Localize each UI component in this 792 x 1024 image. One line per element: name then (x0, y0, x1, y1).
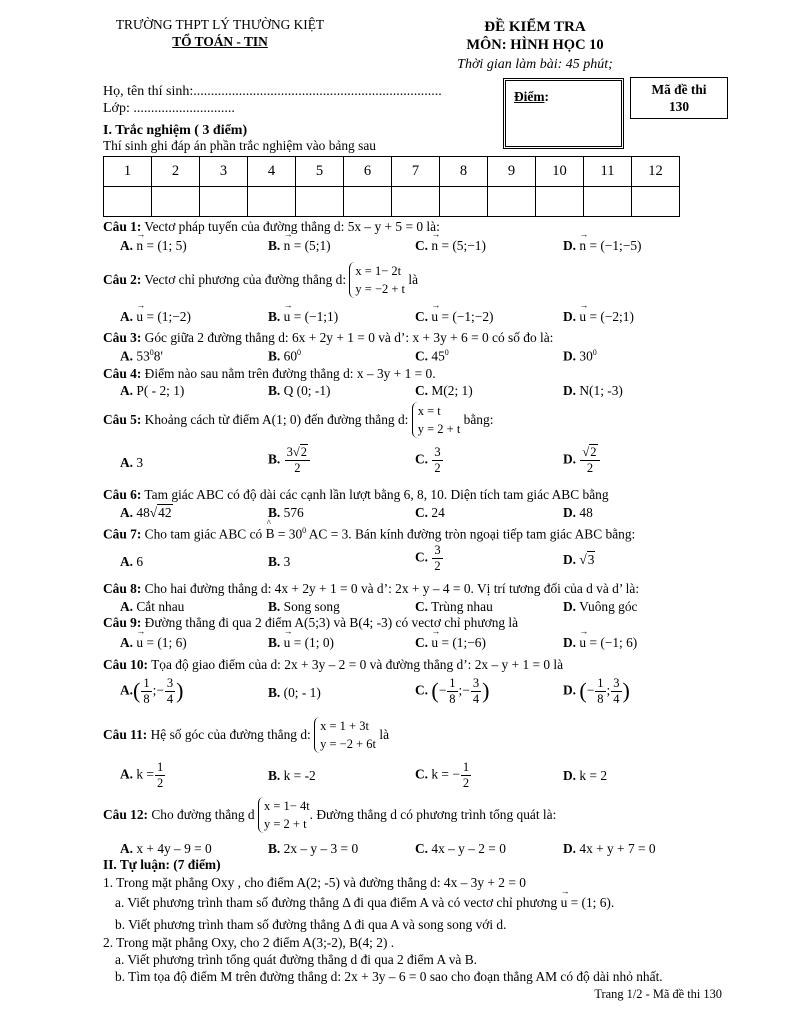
q11-option-d[interactable]: D. k = 2 (563, 768, 608, 783)
answer-cell-4[interactable] (248, 187, 296, 217)
q5-option-a[interactable]: A. 3 (120, 455, 144, 470)
q7-option-a[interactable]: A. 6 (120, 554, 144, 569)
q10-option-b[interactable]: B. (0; - 1) (268, 685, 321, 700)
q3-option-c[interactable]: C. $45^0$ (415, 348, 449, 364)
question-1: Câu 1: Vectơ pháp tuyến của đường thẳng d: 5x – y + 5 = 0 là: (103, 219, 440, 234)
q9-option-b[interactable]: B. → u = (1; 0) (268, 636, 334, 651)
q8-option-a[interactable]: A. Cắt nhau (120, 599, 185, 614)
answer-cell-3[interactable] (200, 187, 248, 217)
answer-col-5: 5 (296, 157, 344, 187)
exam-code-box (630, 77, 728, 119)
answer-cell-10[interactable] (536, 187, 584, 217)
q7-option-c[interactable]: C. $\frac{3}{2}$ (415, 543, 441, 573)
q8-option-b[interactable]: B. Song song (268, 599, 340, 614)
part2-problem-2a: a. Viết phương trình tổng quát đường thẳng d đi qua 2 điểm A và B. (115, 952, 477, 967)
answer-cell-11[interactable] (584, 187, 632, 217)
score-box[interactable] (503, 78, 624, 149)
answer-table-header-row (104, 157, 680, 187)
answer-col-1: 1 (104, 157, 152, 187)
q1-option-a[interactable]: A. → n = (1; 5) (120, 239, 187, 254)
answer-cell-7[interactable] (392, 187, 440, 217)
q7-option-d[interactable]: D. √3 (563, 552, 595, 567)
student-class-field[interactable]: Lớp: ............................. (103, 101, 235, 116)
question-4: Câu 4: Điểm nào sau nằm trên đường thẳng d: x – 3y + 1 = 0. (103, 366, 436, 381)
question-3: Câu 3: Góc giữa 2 đường thẳng d: 6x + 2y + 1 = 0 và d’: x + 3y + 6 = 0 có số đo là: (103, 330, 554, 345)
q10-option-a[interactable]: A.( $\frac{1}{8}$ ;− $\frac{3}{4}$ ) (120, 676, 184, 706)
question-6: Câu 6: Tam giác ABC có độ dài các cạnh lần lượt bằng 6, 8, 10. Diện tích tam giác ABC bằng (103, 487, 609, 502)
score-label: Điểm: (514, 89, 549, 104)
question-10: Câu 10: Tọa độ giao điểm của d: 2x + 3y – 2 = 0 và đường thẳng d’: 2x – y + 1 = 0 là (103, 657, 564, 672)
q6-option-b[interactable]: B. 576 (268, 505, 304, 520)
q5-system: x = t y = 2 + t (412, 402, 461, 438)
answer-table-input-row[interactable] (104, 187, 680, 217)
q9-option-c[interactable]: C. → u = (1;−6) (415, 636, 486, 651)
answer-col-6: 6 (344, 157, 392, 187)
answer-col-12: 12 (632, 157, 680, 187)
answer-col-10: 10 (536, 157, 584, 187)
part2-problem-1b: b. Viết phương trình tham số đường thẳng Δ đi qua A và song song với d. (115, 917, 507, 932)
school-name: TRƯỜNG THPT LÝ THƯỜNG KIỆT (115, 17, 325, 32)
answer-col-9: 9 (488, 157, 536, 187)
q1-option-b[interactable]: B. → n = (5;1) (268, 239, 331, 254)
exam-code-label: Mã đề thi (651, 82, 707, 97)
q10-option-c[interactable]: C. (− $\frac{1}{8}$ ;− $\frac{3}{4}$ ) (415, 676, 490, 706)
answer-col-3: 3 (200, 157, 248, 187)
answer-col-11: 11 (584, 157, 632, 187)
q4-option-c[interactable]: C. M(2; 1) (415, 383, 473, 398)
q6-option-a[interactable]: A. 48√42 (120, 505, 172, 520)
q2-option-c[interactable]: C. → u = (−1;−2) (415, 310, 493, 325)
answer-cell-9[interactable] (488, 187, 536, 217)
q12-option-b[interactable]: B. 2x – y – 3 = 0 (268, 841, 359, 856)
exam-duration: Thời gian làm bài: 45 phút; (457, 57, 613, 72)
q2-system: x = 1− 2t y = −2 + t (349, 262, 405, 298)
question-11: Câu 11: Hệ số góc của đường thẳng d: x = 1 + 3t y = −2 + 6t là (103, 717, 389, 753)
question-12: Câu 12: Cho đường thẳng d x = 1− 4t y = 2 + t . Đường thẳng d có phương trình tổng quát là: (103, 797, 556, 833)
answer-table (103, 156, 680, 217)
answer-col-4: 4 (248, 157, 296, 187)
part2-problem-1a: a. Viết phương trình tham số đường thẳng Δ đi qua điểm A và có vectơ chỉ phương → u = (1; 6). (115, 896, 614, 911)
q7-option-b[interactable]: B. 3 (268, 554, 291, 569)
q11-option-b[interactable]: B. k = -2 (268, 768, 316, 783)
q12-system: x = 1− 4t y = 2 + t (258, 797, 310, 833)
exam-subject: MÔN: HÌNH HỌC 10 (466, 37, 604, 53)
q5-option-d[interactable]: D. $\frac{√2}{2}$ (563, 446, 601, 474)
q4-option-d[interactable]: D. N(1; -3) (563, 383, 623, 398)
q3-option-b[interactable]: B. $60^0$ (268, 348, 302, 364)
answer-cell-8[interactable] (440, 187, 488, 217)
q12-option-c[interactable]: C. 4x – y – 2 = 0 (415, 841, 506, 856)
answer-col-2: 2 (152, 157, 200, 187)
answer-col-8: 8 (440, 157, 488, 187)
part2-problem-1: 1. Trong mặt phẳng Oxy , cho điểm A(2; -5) và đường thẳng d: 4x – 3y + 2 = 0 (103, 875, 526, 890)
answer-cell-5[interactable] (296, 187, 344, 217)
q5-option-c[interactable]: C. $\frac{3}{2}$ (415, 445, 441, 475)
q8-option-c[interactable]: C. Trùng nhau (415, 599, 493, 614)
q12-option-a[interactable]: A. x + 4y – 9 = 0 (120, 841, 212, 856)
q10-option-d[interactable]: D. (− $\frac{1}{8}$ ; $\frac{3}{4}$ ) (563, 676, 630, 706)
question-8: Câu 8: Cho hai đường thẳng d: 4x + 2y + 1 = 0 và d’: 2x + y – 4 = 0. Vị trí tương đối của d và d’ là: (103, 581, 640, 596)
question-5: Câu 5: Khoảng cách từ điểm A(1; 0) đến đường thẳng d: x = t y = 2 + t bằng: (103, 402, 493, 438)
student-name-field[interactable]: Họ, tên thí sinh:....................................................................... (103, 84, 442, 99)
question-2: Câu 2: Vectơ chỉ phương của đường thẳng d: x = 1− 2t y = −2 + t là (103, 262, 418, 298)
q9-option-d[interactable]: D. → u = (−1; 6) (563, 636, 637, 651)
q9-option-a[interactable]: A. → u = (1; 6) (120, 636, 187, 651)
q11-option-c[interactable]: C. k = − $\frac{1}{2}$ (415, 760, 470, 790)
q6-option-d[interactable]: D. 48 (563, 505, 593, 520)
q2-option-b[interactable]: B. → u = (−1;1) (268, 310, 338, 325)
exam-title: ĐỀ KIỂM TRA (484, 19, 586, 35)
q1-option-d[interactable]: D. → n = (−1;−5) (563, 239, 641, 254)
exam-code-value: 130 (668, 99, 690, 114)
part1-instruction: Thí sinh ghi đáp án phần trắc nghiệm vào bảng sau (103, 138, 376, 153)
q3-option-a[interactable]: A. $53^08'$ (120, 348, 163, 364)
answer-cell-1[interactable] (104, 187, 152, 217)
page-footer: Trang 1/2 - Mã đề thi 130 (594, 987, 722, 1001)
answer-cell-6[interactable] (344, 187, 392, 217)
part2-title: II. Tự luận: (7 điểm) (103, 857, 221, 872)
part1-title: I. Trắc nghiệm ( 3 điểm) (103, 123, 248, 138)
q2-option-a[interactable]: A. → u = (1;−2) (120, 310, 191, 325)
q1-option-c[interactable]: C. → n = (5;−1) (415, 239, 486, 254)
question-7: Câu 7: Cho tam giác ABC có ^ $B = 30^0$ AC = 3. Bán kính đường tròn ngoại tiếp tam giác ABC bằng: (103, 518, 636, 542)
q5-option-b[interactable]: B. $\frac{3√2}{2}$ (268, 446, 311, 474)
part2-problem-2: 2. Trong mặt phẳng Oxy, cho 2 điểm A(3;-2), B(4; 2) . (103, 935, 395, 950)
department-name: TỔ TOÁN - TIN (172, 34, 268, 49)
answer-cell-12[interactable] (632, 187, 680, 217)
q12-option-d[interactable]: D. 4x + y + 7 = 0 (563, 841, 656, 856)
q6-option-c[interactable]: C. 24 (415, 505, 445, 520)
q11-option-a[interactable]: A. k = $\frac{1}{2}$ (120, 760, 164, 790)
q2-option-d[interactable]: D. → u = (−2;1) (563, 310, 634, 325)
q3-option-d[interactable]: D. $30^0$ (563, 348, 597, 364)
question-9: Câu 9: Đường thẳng đi qua 2 điểm A(5;3) và B(4; -3) có vectơ chỉ phương là (103, 615, 519, 630)
answer-cell-2[interactable] (152, 187, 200, 217)
part2-problem-2b: b. Tìm tọa độ điểm M trên đường thẳng d: 2x + 3y – 6 = 0 sao cho đoạn thẳng AM có độ dài nhỏ nhất. (115, 969, 663, 984)
q4-option-a[interactable]: A. P( - 2; 1) (120, 383, 185, 398)
q8-option-d[interactable]: D. Vuông góc (563, 599, 638, 614)
q4-option-b[interactable]: B. Q (0; -1) (268, 383, 331, 398)
answer-col-7: 7 (392, 157, 440, 187)
q11-system: x = 1 + 3t y = −2 + 6t (314, 717, 376, 753)
